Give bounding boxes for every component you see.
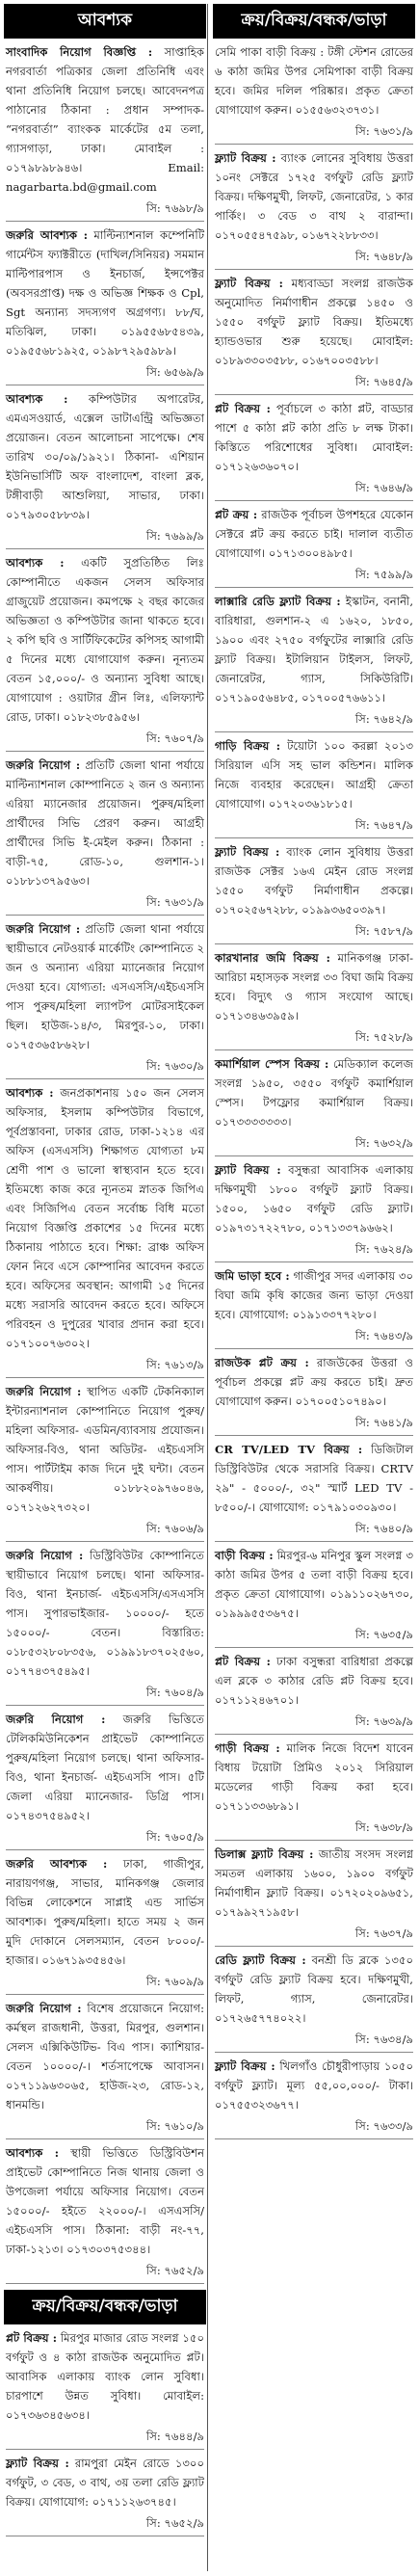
ad-title: কমার্শিয়াল স্পেস বিক্রয় :: [215, 1057, 329, 1071]
ad-title: আবশ্যক :: [6, 2146, 60, 2160]
ad-title: আবশ্যক :: [6, 392, 68, 406]
ad-body: ডিজিটাল ডিস্ট্রিবিউটর থেকে সরাসরি বিক্রয়। CRTV ২৯" - ৫০০০/-, ৩২" স্মার্ট LED TV - ৮৫০০/-। যোগাযোগ: ০১৭৯১০৩০৯৩০।: [215, 1443, 414, 1514]
ad-body: ইস্কাটন, বনানী, বারিধারা, গুলশান-২ এ ১৬২০, ১৮৫০, ১৯০০ এবং ২৭৫০ বর্গফুটের লাক্সারি রেডি ফ্ল্যাট বিক্রয়। ইটালিয়ান টাইলস, লিফট, জেনারেটর, গ্যাস, সিকিউরিটি। ০১৭১৯০৫৬৪৮৫, ০১৭০০৫৭৬৬১১।: [215, 595, 414, 704]
classified-ad: [215, 592, 413, 707]
ad-title: গাড়ী বিক্রয় :: [215, 1741, 280, 1755]
classified-ad: [215, 505, 413, 563]
ad-body: মাল্টিন্যাশনাল কম্পেনিটি গার্মেন্টস ফ্যাক্টরীতে (দাখিল/সিনিয়র) সমমান মাল্টিপারপাস ও ইনচার্জ, ইন্সপেক্টর (অবসরপ্রাপ্ত) দক্ষ ও অভিজ্ঞ শিক্ষক ও Cpl, Sgt অন্যান্য সদস্যগণ অগ্রগণ্য। ৮৮/ঘ, মতিঝিল, ঢাকা। ০১৯৫৫৬৮৫৪৩৯, ০১৯৫৫৬৮১৯২৫, ০১৯৮৭২৯৫৯৮৯।: [6, 228, 205, 358]
ad-code: সি: ৭৬৩৭/৯: [215, 1924, 413, 1947]
ad-title: সাংবাদিক নিয়োগ বিজ্ঞপ্তি :: [6, 45, 153, 59]
ad-body: ঢাকা, গাজীপুর, নারায়ণগঞ্জ, সাভার, মানিকগঞ্জ জেলার বিভিন্ন লোকেশনে সাপ্লাই এন্ড সার্ভিস আবশ্যক। পুরুষ/মহিলা। হাতে সময় ২ জন মুদি দোকানে সেলসম্যান, বেতন ৮০০০/- হাজার। ০১৬৭১৯৩৫৪৫৬।: [6, 1857, 205, 1967]
ad-body: বনশ্রী ডি ব্লকে ১৩৫০ বর্গফুট রেডি ফ্ল্যাট বিক্রয় হবে। দক্ষিণমুখী, লিফট, গ্যাস, জেনারেটর। ০১৭২৬৫৭৭৪০২২।: [215, 1953, 414, 2025]
ad-body: স্থায়ী ভিত্তিতে ডিস্ট্রিবিউশন প্রাইভেট কোম্পানিতে নিজ থানায় জেলা ও উপজেলা পর্যায়ে অফিসার নিয়োগ। বেতন ১৫০০০/- হইতে ২২০০০/-। এসএসসি/এইচএসসি পাস। ঠিকানা: বাড়ী নং-৭৭, ঢাকা-১২১৩। ০১৭৩০৩৭৫৩৪৪।: [6, 2146, 204, 2256]
right-column: [213, 4, 415, 2143]
ad-body: মালিক নিজে বিদেশ যাবেন বিধায় টয়োটা প্রিমিও ২০১২ সিরিয়াল মডেলের গাড়ী বিক্রয় করা হবে। ০১৭১১৩৩৬৮৯১।: [215, 1741, 413, 1813]
ad-body: মানিকগঞ্জ ঢাকা-আরিচা মহাসড়ক সংলগ্ন ৩৩ বিঘা জমি বিক্রয় হবে। বিদ্যুৎ ও গ্যাস সংযোগ আছে। ০১৭১৩৪৬৩৯৫৯।: [215, 951, 414, 1022]
ad-title: প্লট ক্রয় :: [215, 508, 258, 521]
left-ads-list: [4, 42, 206, 2284]
ad-code: সি: ৭৬৩৮/৯: [215, 1818, 413, 1841]
classified-ad: [215, 736, 413, 813]
classified-ad: [6, 1382, 204, 1517]
ad-title: আবশ্যক :: [6, 556, 65, 570]
section-header-wanted: আবশ্যক: [4, 4, 206, 39]
classified-ad: [215, 1546, 413, 1623]
ad-body: জাতীয় সংসদ সংলগ্ন সমতল এলাকায় ১৬০০, ১৯০০ বর্গফুট নির্মাণাধীন ফ্ল্যাট বিক্রয়। ০১৭২০২০৯৬৫১, ০১৭৯৯২৭১৯৫৮।: [215, 1847, 414, 1919]
classified-ad: [215, 42, 413, 120]
ad-body: ব্যাংক লোন সুবিধায় উত্তরা রাজউক সেক্টর ১৬এ মেইন রোড সংলগ্ন ১৫৫০ বর্গফুট নির্মাণাধীন প্রকল্পে। ০১৭০২৫৬৭২৮৮, ০১৯৯৩৬৫০৩৯৭।: [215, 845, 414, 916]
section-header-buy-sell: ক্রয়/বিক্রয়/বন্ধক/ভাড়া: [4, 2290, 206, 2324]
ad-title: ফ্ল্যাট বিক্রয় :: [215, 845, 280, 859]
ad-title: জরুরি আবশ্যক :: [6, 228, 89, 242]
classified-ad: [215, 274, 413, 370]
ad-code: সি: ৭৬৩৯/৯: [215, 1712, 413, 1735]
classified-ad: [6, 553, 204, 727]
ad-code: সি: ৭৬০৬/৯: [6, 1519, 204, 1542]
ad-title: ডিলাক্স ফ্ল্যাট বিক্রয় :: [215, 1847, 314, 1861]
ad-code: সি: ৭৬৩১/৯: [6, 892, 204, 916]
classified-ad: [6, 1999, 204, 2114]
column-divider: [207, 4, 208, 2571]
ad-title: বাড়ী বিক্রয় :: [215, 1549, 274, 1562]
classified-ad: [6, 919, 204, 1054]
ad-code: সি: ৭৬৩১/৯: [215, 121, 413, 145]
classified-ad: [215, 1845, 413, 1922]
classified-ad: [215, 1353, 413, 1411]
ad-code: সি: ৭৬৯৯/৯: [6, 526, 204, 549]
classified-ad: [215, 1440, 413, 1517]
ad-body: টয়োটা ১০০ করল্লা ২০১৩ সিরিয়াল এসি সহ ভাল কন্ডিশন। মালিক নিজে ব্যবহার করেছেন। আগ্রহী ক্রেতা যোগাযোগ। ০১৭২০৩৬১৮১৫।: [215, 739, 414, 810]
left-section-ads-list: [4, 2328, 206, 2536]
ad-code: সি: ৭৫৯৯/৯: [215, 565, 413, 588]
classified-ad: [215, 1054, 413, 1131]
ad-title: লাক্সারি রেডি ফ্ল্যাট বিক্রয় :: [215, 595, 341, 608]
classified-ad: [215, 2057, 413, 2114]
classified-ad: [6, 1083, 204, 1353]
left-column: [4, 4, 206, 2540]
classified-ad: [215, 1266, 413, 1324]
ad-body: মিরপুর-৬ মনিপুর স্কুল সংলগ্ন ৩ কাঠা জমির উপর ৫ তলা বাড়ী বিক্রয় হবে। প্রকৃত ক্রেতা যোগাযোগ। ০১৯১১০২৬৭৩০, ০১৯৯৯৫৫৩৬৭৫।: [215, 1549, 413, 1620]
classified-ad: [6, 2454, 204, 2511]
ad-code: সি: ৭৬৪০/৯: [215, 1519, 413, 1542]
ad-body: রাজউকের উত্তরা ও পূর্বাচল প্রকল্পে প্লট ক্রয় করতে চাই। দ্রুত যোগাযোগ করুন। ০১৭০০৫১০৭৪৯০।: [215, 1356, 413, 1408]
ad-code: সি: ৭৬৩৪/৯: [215, 2030, 413, 2053]
ad-code: সি: ৭৬০৯/৯: [6, 1972, 204, 1995]
ad-body: জরুরি ভিত্তিতে টেলিকমিউনিকেশন প্রাইভেট কোম্পানিতে পুরুষ/মহিলা নিয়োগ চলছে। থানা অফিসার-বিও, থানা ইনচার্জ- এইচএসসি পাস। ৫টি জেলা এরিয়া ম্যানেজার- ডিগ্রি পাস। ০১৭৪৩৭৫৪৯৫২।: [6, 1713, 205, 1822]
ad-title: প্লট বিক্রয় :: [215, 1655, 271, 1668]
ad-body: প্রতিটি জেলা থানা পর্যায়ে স্থায়ীভাবে নেটওয়ার্ক মার্কেটিং কোম্পানিতে ২ জন ও অন্যান্য এরিয়া ম্যানেজার নিয়োগ দেওয়া হবে। যোগ্যতা: এসএসসি/এইচএসসি পাস পুরুষ/মহিলা ল্যাপটপ মোটরসাইকেল ছিল। হাউজ-১৪/৩, মিরপুর-১০, ঢাকা। ০১৭৫৩৬৫৮৬২৮।: [6, 922, 205, 1051]
ad-body: ঢাকা বসুন্ধরা বারিধারা প্রকল্পে এল ব্লকে ৩ কাঠার রেডি প্লট বিক্রয় হবে। ০১৭১১২৪৬৭০১।: [215, 1655, 413, 1707]
ad-code: সি: ৭৬০৭/৯: [6, 729, 204, 752]
classified-ad: [6, 42, 204, 197]
ad-code: সি: ৭৬৩০/৯: [6, 1056, 204, 1079]
classified-ad: [215, 1160, 413, 1237]
ad-body: বসুন্ধরা আবাসিক এলাকায় দক্ষিণমুখী ১৮০০ বর্গফুট ফ্ল্যাট বিক্রয়। ১৫০০, ১৬৫০ বর্গফুট রেডি ফ্ল্যাট। ০১৯৭৩১৭২২৭৮০, ০১৭১৩৩৭৯৬৬২।: [215, 1163, 414, 1235]
ad-body: একটি সুপ্রতিষ্ঠিত লিঃ কোম্পানীতে একজন সেলস অফিসার গ্রাজুয়েট প্রয়োজন। কমপক্ষে ২ বছর কাজের অভিজ্ঞতা ও কম্পিউটার জানা থাকতে হবে। ২ কপি ছবি ও সার্টিফিকেটের কপিসহ আগামী ৫ দিনের মধ্যে যোগাযোগ করুন। নূন্যতম বেতন ১৫,০০০/- ও অন্যান্য সুবিধা আছে। যোগাযোগ : ওয়াটার গ্রীন লিঃ, এলিফ্যান্ট রোড, ঢাকা। ০১৮২৩৮৫৯৫৬।: [6, 556, 204, 724]
ad-body: জনপ্রকাশনায় ১৫০ জন সেলস অফিসার, ইসলাম কম্পিউটার বিভাগে, পূর্বপ্রস্তাবনা, ঢাকার রোড, ঢাকা-১২১৪ এর অফিস (এসএসসি) শিক্ষাগত যোগ্যতা ৮ম শ্রেণী পাশ ও ভালো স্বাস্থ্যবান হতে হবে। ইতিমধ্যে কাজ করে ন্যূনতম স্নাতক জিপিএ এবং সিজিপিএ বেতন সর্বোচ্চ বিধি মতো নিয়োগ বিজ্ঞপ্তি প্রকাশের ১৫ দিনের মধ্যে ঠিকানায় পাঠাতে হবে। শিক্ষা: ব্রাঞ্চ অফিস ফোন নিবে এসে কোম্পানির আবেদন করতে হবে। অফিসের অবস্থান: আগামী ১৫ দিনের মধ্যে সরাসরি আবেদন করতে হবে। অফিসে পরিবহন ও দুপুরের খাবার প্রদান করা হবে। ০১৭১০০৭৬৩০২।: [6, 1086, 204, 1350]
ad-title: জমি ভাড়া হবে :: [215, 1269, 290, 1283]
ad-body: খিলগাঁও চৌধুরীপাড়ায় ১০৫০ বর্গফুট ফ্ল্যাট। মূল্য ৫৫,০০,০০০/- টাকা। ০১৭৫৫৩২৩৬৭৭।: [215, 2059, 413, 2111]
section-header-buy-sell-right: ক্রয়/বিক্রয়/বন্ধক/ভাড়া: [213, 4, 415, 39]
ad-code: সি: ৭৬৪৩/৯: [215, 1326, 413, 1349]
ad-title: কারখানার জমি বিক্রয় :: [215, 951, 330, 965]
classified-ad: [6, 2143, 204, 2259]
ad-code: সি: ৭৬০৫/৯: [6, 1827, 204, 1850]
classified-ad: [215, 148, 413, 245]
ad-title: রেডি ফ্ল্যাট বিক্রয় :: [215, 1953, 306, 1967]
ad-code: সি: ৭৬১৩/৯: [6, 1355, 204, 1378]
ad-body: স্থাপিত একটি টেকনিক্যাল ইন্টারন্যাশনাল কোম্পানিতে নিয়োগ পুরুষ/মহিলা অফিসার- এডমিন/ব্যাবসায় প্রযোজন। অফিসার-বিও, থানা অডিটর- এইচএসসি পাস। পার্টটাইম কাজ দিনে দুই ঘন্টা। বেতন আকর্ষণীয়। ০১৮৮২০৯৭৬০৪৬, ০১৭১২৬২৭৩২০।: [6, 1385, 205, 1514]
ad-code: সি: ৬৫৬৯/৯: [6, 362, 204, 385]
classified-ad: [215, 1652, 413, 1710]
ad-code: সি: ৭৬৩৩/৯: [215, 2116, 413, 2139]
ad-title: প্লট বিক্রয় :: [6, 2331, 58, 2345]
ad-title: গাড়ি বিক্রয় :: [215, 739, 280, 753]
ad-title: জরুরি আবশ্যক :: [6, 1857, 108, 1871]
ad-body: ব্যাংক লোনের সুবিধায় উত্তরা ১০নং সেক্টরে ১৭২৫ বর্গফুট রেডি ফ্ল্যাট বিক্রয়। দক্ষিণমুখী, লিফট, জেনারেটর, ১ কার পার্কিং। ৩ বেড ৩ বাথ ২ বারান্দা। ০১৭০৫৫৪৭৫৯৮, ০১৬৭২২৮৮৩৩।: [215, 151, 414, 242]
ad-body: রাজউক পূর্বাচল উপশহরে যেকোন সেক্টরে প্লট ক্রয় করতে চাই। দালাল ব্যতীত যোগাযোগ। ০১৭১৩০০৪৯৮৫।: [215, 508, 414, 560]
ad-code: সি: ৭৬২৪/৯: [215, 1239, 413, 1262]
ad-code: সি: ৭৬৪২/৯: [215, 709, 413, 732]
classified-ad: [215, 399, 413, 476]
ad-title: ফ্ল্যাট বিক্রয় :: [215, 151, 276, 165]
ad-title: ফ্ল্যাট বিক্রয় :: [215, 1163, 281, 1177]
ad-code: সি: ৭৫২৮/৯: [215, 1027, 413, 1050]
ad-code: সি: ৭৬৪৫/৯: [215, 372, 413, 395]
ad-title: জরুরি নিয়োগ :: [6, 922, 81, 936]
ad-body: বিশেষ প্রয়োজনে নিয়োগ: কর্মস্থল রাজধানী, উত্তরা, মিরপুর, গুলশান। সেলস এক্সিকিউটিভ- বিএ পাস। ক্যাশিয়ার- বেতন ১০০০০/-। শর্তসাপেক্ষে আবাসন। ০১৭১১৯৬৩০৬৫, হাউজ-২৩, রোড-১২, ধানমন্ডি।: [6, 2002, 205, 2111]
classified-ad: [6, 756, 204, 890]
ad-code: সি: ৭৬৯৮/৯: [6, 199, 204, 222]
ad-code: সি: ৭৬৪১/৯: [215, 1413, 413, 1436]
ad-code: সি: ৭৬৪৪/৯: [6, 2427, 204, 2450]
ad-title: জরুরি নিয়োগ :: [6, 1385, 82, 1398]
ad-code: সি: ৭৬৫২/৯: [6, 2261, 204, 2284]
ad-body: গাজীপুর সদর এলাকায় ৩০ বিঘা জমি কৃষি কাজের জন্য ভাড়া দেওয়া হবে। যোগাযোগ: ০১৯১৩৩৭৭২৮০।: [215, 1269, 414, 1321]
ad-code: সি: ৭৬৩৫/৯: [215, 1625, 413, 1648]
ad-body: কম্পিউটার অপারেটর, এমএসওয়ার্ড, এক্সেল ডাটাএন্ট্রি অভিজ্ঞতা প্রয়োজন। বেতন আলোচনা সাপেক্ষে। শেষ তারিখ ৩০/০৯/১৯২১। ঠিকানা- এশিয়ান ইউনিভার্সিটি অফ বাংলাদেশ, বাংলা ব্লক, টঙ্গীবাড়ী আশুলিয়া, সাভার, ঢাকা। ০১৭৯৩০৫৮৮৩৯।: [6, 392, 204, 521]
ad-body: মধ্যবাড্ডা সংলগ্ন রাজউক অনুমোদিত নির্মাণাধীন প্রকল্পে ১৪৫০ ও ১৫৫০ বর্গফুট ফ্ল্যাট বিক্রয়। ইতিমধ্যে হ্যান্ডওভার শুরু হয়েছে। মোবাইল: ০১৮৯৩৩০৩৫৮৮, ০১৬৭০০৩৫৮৮।: [215, 277, 414, 367]
ad-title: জরুরি নিয়োগ :: [6, 758, 81, 772]
ad-code: সি: ৭৬৫২/৯: [6, 2513, 204, 2536]
ad-code: সি: ৭৫৮৭/৯: [215, 921, 413, 944]
ad-body: মেডিক্যাল কলেজ সংলগ্ন ১৯৫০, ৩৫৫০ বর্গফুট কমার্শিয়াল স্পেস। টপফ্লোর কমার্শিয়াল বিক্রয়। ০১৭৩৩৩৩৩৩৩।: [215, 1057, 414, 1129]
ad-body: ডিস্ট্রিবিউটর কোম্পানিতে স্থায়ীভাবে নিয়োগ চলছে। থানা অফিসার-বিও, থানা ইনচার্জ- এইচএসসি/এসএসসি পাস। সুপারভাইজার- ১০০০০/- হতে ১৫০০০/- বেতন। বিস্তারিত: ০১৮৫৩২৮০৮৩৫৬, ০১৯৯১৮৩৭০২৫৬০, ০১৭৭৪৩৭৫৪৯৫।: [6, 1549, 205, 1678]
classified-ad: [6, 226, 204, 360]
classified-ad: [215, 1951, 413, 2028]
classified-ad: [215, 1739, 413, 1816]
ad-title: জরুরি নিয়োগ :: [6, 1549, 84, 1562]
ad-code: সি: ৭৬৪৬/৯: [215, 478, 413, 501]
ad-code: সি: ৭৬০৪/৯: [6, 1683, 204, 1706]
ad-title: ফ্ল্যাট বিক্রয় :: [215, 277, 283, 290]
classified-ad: [6, 1854, 204, 1970]
ad-title: জরুরি নিয়োগ :: [6, 2002, 82, 2015]
ad-code: সি: ৭৬৪৮/৯: [215, 247, 413, 270]
ad-title: আবশ্যক :: [6, 1086, 54, 1100]
classified-ad: [6, 2328, 204, 2425]
ad-title: রাজউক প্লট ক্রয় :: [215, 1356, 309, 1369]
right-ads-list: [213, 42, 415, 2139]
ad-code: সি: ৭৬৪৭/৯: [215, 815, 413, 838]
ad-code: সি: ৭৬৩২/৯: [215, 1133, 413, 1156]
ad-title: ফ্ল্যাট বিক্রয় :: [6, 2456, 69, 2470]
ad-title: প্লট বিক্রয় :: [215, 402, 271, 415]
ad-body: রামপুরা মেইন রোডে ১৩০০ বর্গফুট, ৩ বেড, ৩ বাথ, ৩য় তলা রেডি ফ্ল্যাট বিক্রয়। যোগাযোগ: ০১৭১১২৬৩৭৪৫।: [6, 2456, 205, 2509]
ad-title: জরুরি নিয়োগ :: [6, 1713, 106, 1726]
classified-ad: [6, 1710, 204, 1825]
ad-title: CR TV/LED TV বিক্রয় :: [215, 1443, 363, 1456]
ad-body: মিরপুর মাজার রোড সংলগ্ন ১৫০ বর্গফুট ও ৪ কাঠা রাজউক অনুমোদিত প্লট। আবাসিক এলাকায় ব্যাংক লোন সুবিধা। চারপাশে উন্নত সুবিধা। মোবাইল: ০১৭৩৬৩৪৫৬৩৪।: [6, 2331, 204, 2422]
classified-ad: [6, 1546, 204, 1681]
ad-body: সাপ্তাহিক নগরবার্তা পত্রিকার জেলা প্রতিনিধি এবং থানা প্রতিনিধি নিয়োগ চলছে। আবেদনপত্র পাঠানোর ঠিকানা : প্রধান সম্পাদক- “নগরবার্তা” ব্যাংকক মার্কেটের ৫ম তলা, গ্যাসগাড়া, ঢাকা। মোবাইল : ০১৭৯৮৯৮৯৪৬। Email: nagarbarta.bd@gmail.com: [6, 45, 204, 194]
ad-code: সি: ৭৬১০/৯: [6, 2116, 204, 2139]
ad-title: ফ্ল্যাট বিক্রয় :: [215, 2059, 275, 2073]
ad-body: পূর্বাচলে ৩ কাঠা প্লট, বাড্ডার পাশে ৫ কাঠা প্লট কাঠা প্রতি ৮ লক্ষ টাকা। কিস্তিতে পরিশোধের সুবিধা। মোবাইল: ০১৭১২৬৩৬০৭০।: [215, 402, 413, 473]
ad-body: সেমি পাকা বাড়ী বিক্রয় : টঙ্গী স্টেশন রোডের ৬ কাঠা জমির উপর সেমিপাকা বাড়ী বিক্রয় হবে। জমির দলিল পরিষ্কার। প্রকৃত ক্রেতা যোগাযোগ করুন। ০১৫৫৬৩২৩৭৩১।: [215, 45, 413, 117]
classified-ad: [215, 842, 413, 919]
classified-ad: [215, 948, 413, 1025]
ad-body: প্রতিটি জেলা থানা পর্যায়ে মাল্টিন্যাশনাল কোম্পানিতে ২ জন ও অন্যান্য এরিয়া ম্যানেজার প্রয়োজন। পুরুষ/মহিলা প্রার্থীদের সিভি প্রেরণ করুন। আগ্রহী প্রার্থীদের সিভি ই-মেইল করুন। ঠিকানা : বাড়ী-৭৫, রোড-১০, গুলশান-১। ০১৮৮১৩৭৯৫৬৩।: [6, 758, 205, 888]
classified-ad: [6, 389, 204, 524]
